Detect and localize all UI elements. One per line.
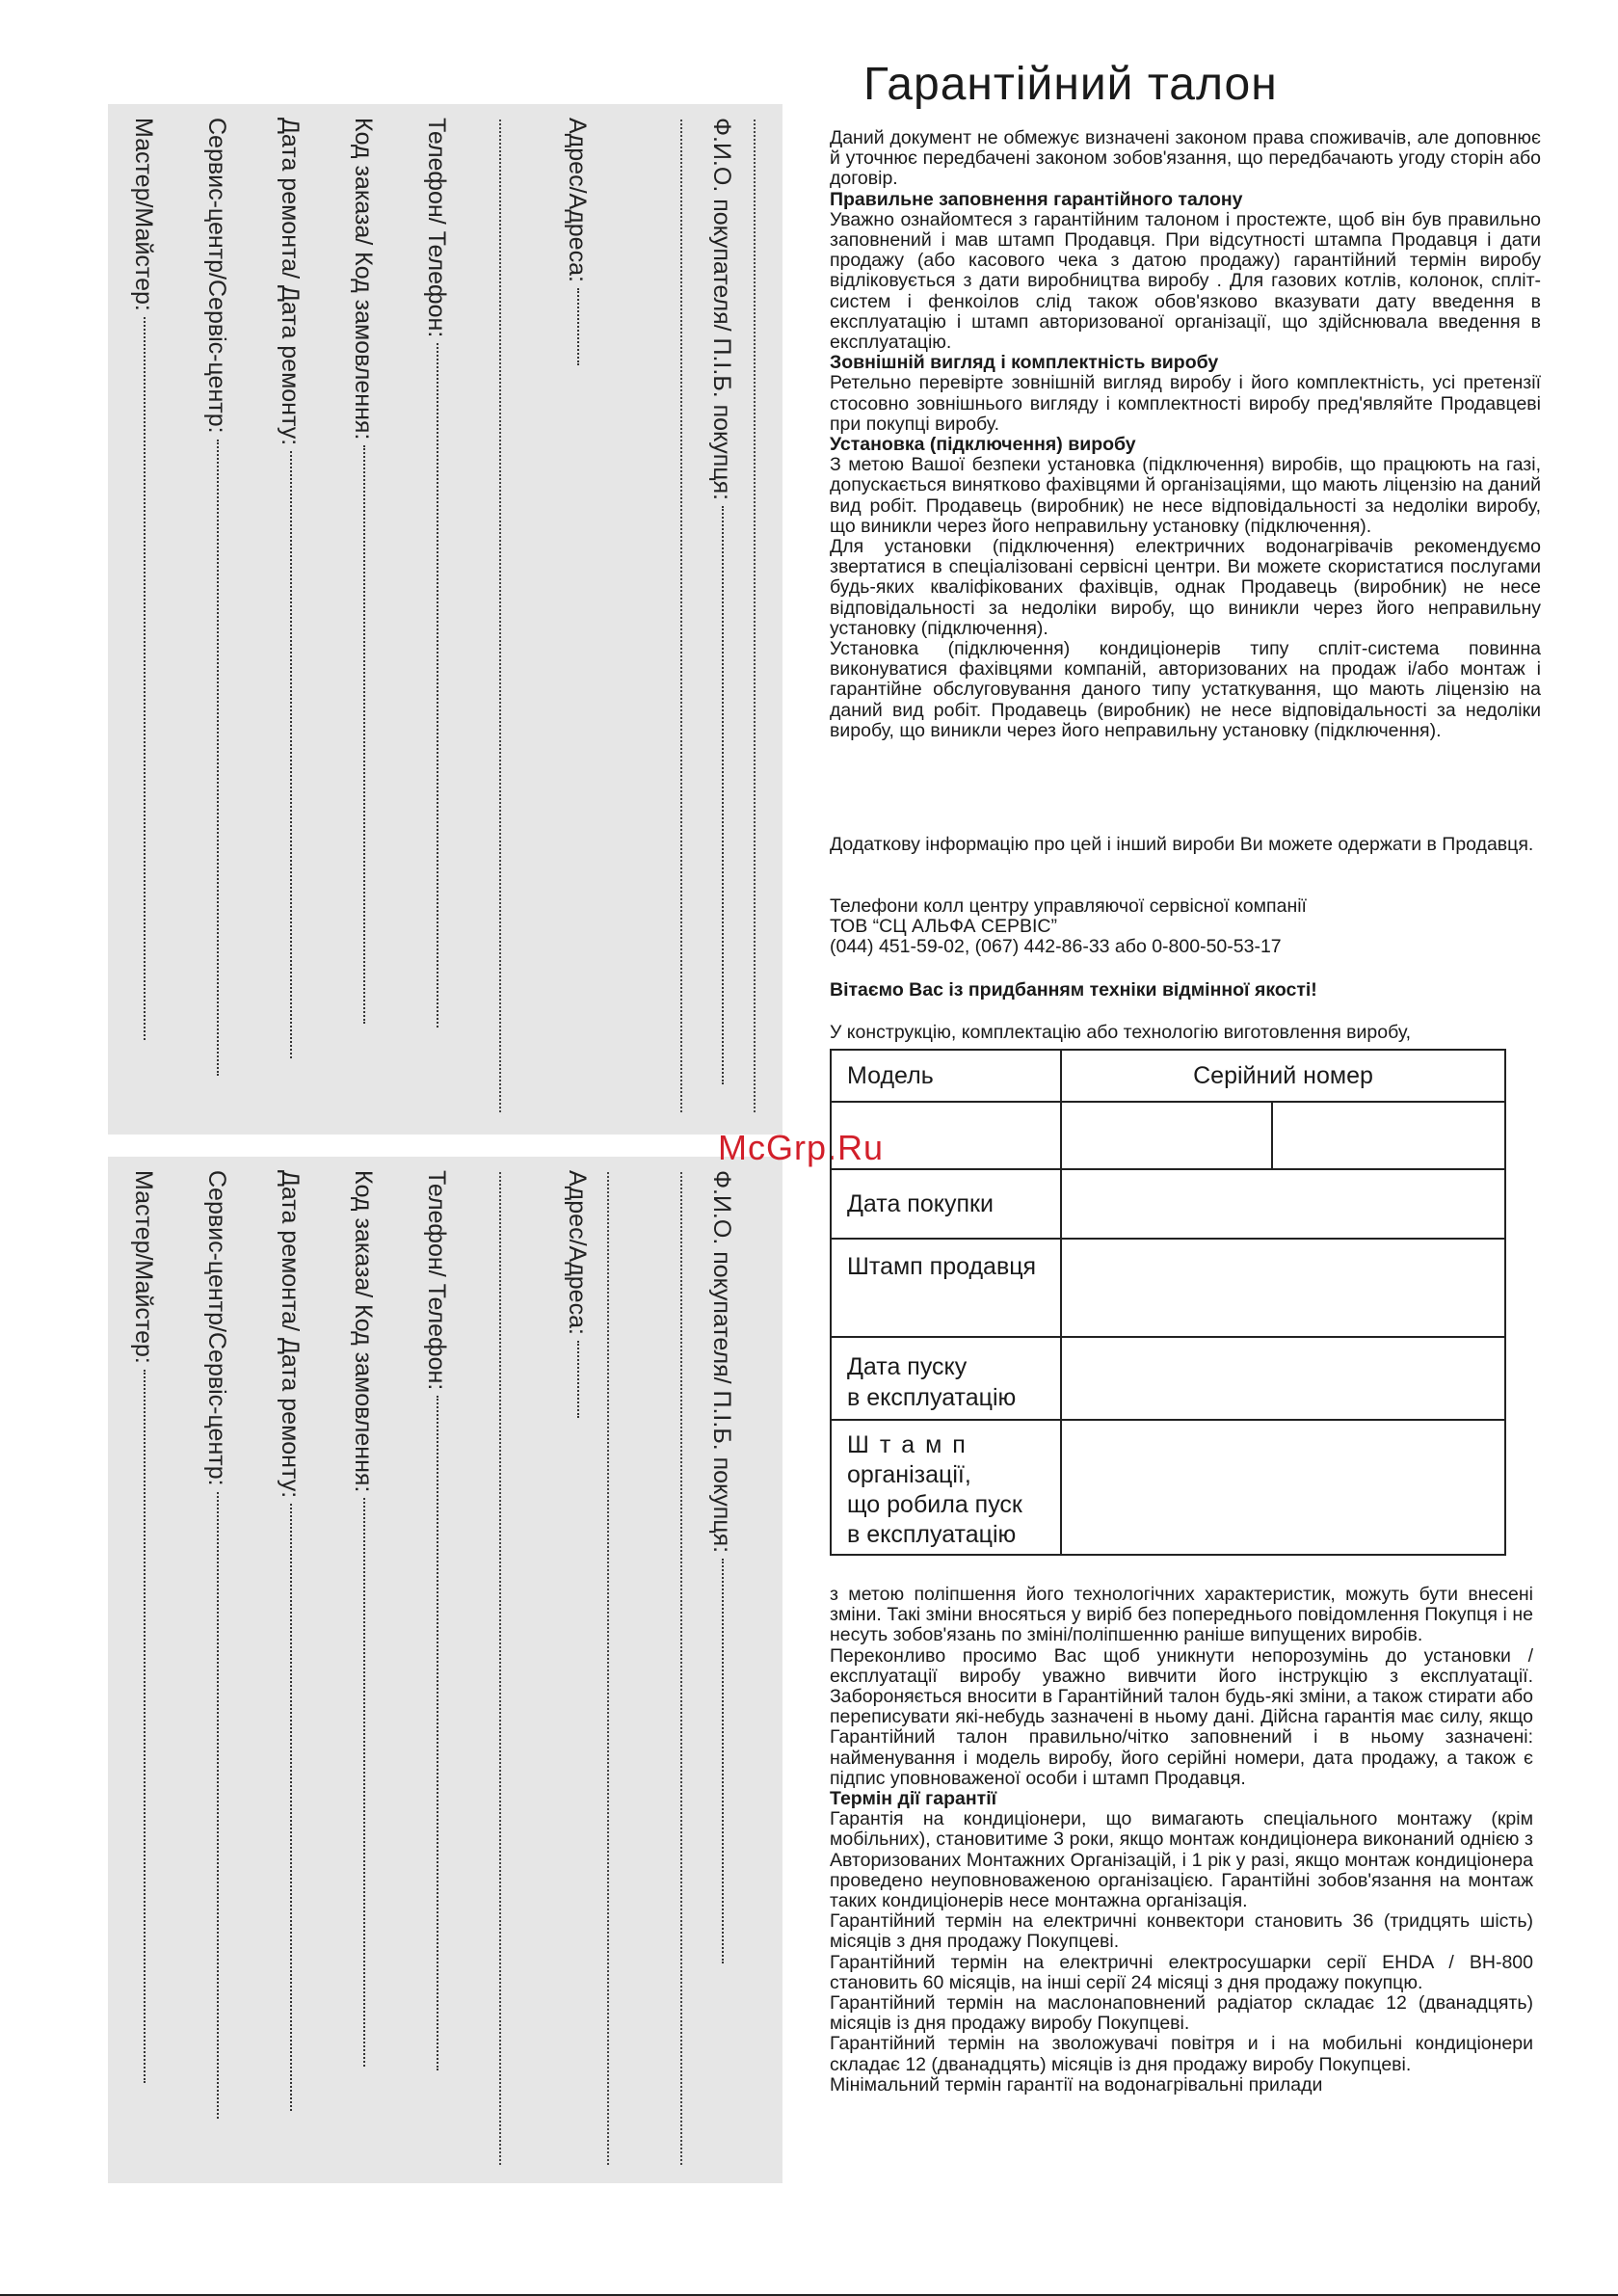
phones-label: Телефони колл центру управляючої сервісної компанії <box>830 895 1307 917</box>
warranty-coupon-top <box>108 104 782 1135</box>
phone-field[interactable]: Телефон/ Телефон: <box>422 1170 451 2070</box>
order-code-field[interactable]: Код заказа/ Код замовлення: <box>349 1170 378 2067</box>
repair-date-field[interactable]: Дата ремонта/ Дата ремонту: <box>276 1170 305 2111</box>
purchase-date-label: Дата покупки <box>831 1169 1061 1239</box>
buyer-name-field[interactable]: Ф.И.О. покупателя/ П.І.Б. покупця: <box>707 1170 736 1963</box>
watermark: McGrp.Ru <box>718 1128 885 1167</box>
dotted-line <box>499 120 501 1112</box>
section-heading: Термін дії гарантії <box>830 1788 997 1810</box>
paragraph: Гарантійний термін на маслонаповнений радіатор складає 12 (дванадцять) місяців із дня продажу виробу Покупцеві. <box>830 1992 1533 2035</box>
phone-numbers: (044) 451-59-02, (067) 442-86-33 або 0-800-50-53-17 <box>830 936 1282 958</box>
lower-text <box>830 1585 1533 2096</box>
model-value[interactable] <box>831 1102 1061 1169</box>
section-heading: Зовнішній вигляд і комплектність виробу <box>830 352 1219 374</box>
dotted-line <box>499 1172 501 2165</box>
greeting: Вітаємо Вас із придбанням техніки відмінної якості! <box>830 979 1317 1001</box>
page-title: Гарантійний талон <box>863 59 1278 110</box>
extra-info: Додаткову інформацію про цей і інший вироби Ви можете одержати в Продавця. <box>830 834 1534 855</box>
paragraph: Гарантійний термін на електричні конвектори становить 36 (тридцять шість) місяців з дня продажу Покупцеві. <box>830 1910 1533 1953</box>
paragraph: Гарантія на кондиціонери, що вимагають спеціального монтажу (крім мобільних), становитиме 3 роки, якщо монтаж кондиціонера виконаний однією з Авторизованих Монтажних Організацій, і 1 рік у разі, якщо монтаж кондиціонера проведено неуповноваженою організацією. Гарантійні зобов'язання на монтаж таких кондиціонерів несе монтажна організація. <box>830 1808 1533 1912</box>
start-date-value[interactable] <box>1061 1337 1505 1420</box>
seller-stamp-value[interactable] <box>1061 1239 1505 1337</box>
model-label: Модель <box>831 1050 1061 1102</box>
buyer-name-field[interactable]: Ф.И.О. покупателя/ П.І.Б. покупця: <box>707 118 736 1084</box>
address-field[interactable]: Адрес/Адреса: <box>563 118 592 365</box>
intro-text <box>830 128 1541 741</box>
paragraph: Даний документ не обмежує визначені законом права споживачів, але доповнює й уточнює передбачені законом зобов'язання, що передбачають угоду сторін або договір. <box>830 127 1541 190</box>
paragraph: Установка (підключення) кондиціонерів типу спліт-система повинна виконуватися фахівцями компаній, авторизованих на продаж і/або монтаж і гарантійне обслуговування даного типу устаткування, що мають ліцензію на даний вид робіт. Продавець (виробник) не несе відповідальності за недоліки виробу, що виникли через його неправильну установку (підключення). <box>830 638 1541 741</box>
construction-text: У конструкцію, комплектацію або технологію виготовлення виробу, <box>830 1022 1412 1043</box>
company-name: ТОВ “СЦ АЛЬФА СЕРВІС” <box>830 916 1057 938</box>
paragraph: Мінімальний термін гарантії на водонагрівальні прилади <box>830 2073 1323 2096</box>
section-heading: Правильне заповнення гарантійного талону <box>830 188 1243 210</box>
serial-value-2[interactable] <box>1272 1102 1505 1169</box>
warranty-coupon-bottom <box>108 1157 782 2183</box>
master-field[interactable]: Мастер/Майстер: <box>129 1170 158 2083</box>
master-field[interactable]: Мастер/Майстер: <box>129 118 158 1040</box>
start-date-label: Дата пуску в експлуатацію <box>831 1337 1061 1420</box>
warranty-table <box>830 1049 1506 1556</box>
paragraph: Гарантійний термін на електричні електросушарки серії EHDA / BH-800 становить 60 місяців, на інші серії 24 місяці з дня продажу покупцю. <box>830 1951 1533 1993</box>
service-center-field[interactable]: Сервис-центр/Сервіс-центр: <box>202 118 231 1076</box>
serial-value-1[interactable] <box>1061 1102 1272 1169</box>
serial-label: Серійний номер <box>1061 1050 1505 1102</box>
seller-stamp-label: Штамп продавця <box>831 1239 1061 1337</box>
phone-field[interactable]: Телефон/ Телефон: <box>422 118 451 1028</box>
paragraph: Переконливо просимо Вас щоб уникнути непорозумінь до установки /експлуатації виробу уважно вивчити його інструкцію з експлуатації. Забороняється вносити в Гарантійний талон будь-які зміни, а також стирати або переписувати які-небудь зазначені в ньому дані. Дійсна гарантія має силу, якщо Гарантійний талон правильно/чітко заповнений і в ньому зазначені: найменування і модель виробу, його серійні номери, дата продажу, а також є підпис уповноваженої особи і штамп Продавця. <box>830 1644 1533 1789</box>
org-stamp-label: Ш т а м п організації, що робила пуск в експлуатацію <box>831 1420 1061 1555</box>
org-stamp-value[interactable] <box>1061 1420 1505 1555</box>
service-center-field[interactable]: Сервис-центр/Сервіс-центр: <box>202 1170 231 2119</box>
dotted-line <box>754 120 756 1112</box>
dotted-line <box>680 1172 682 2165</box>
paragraph: Уважно ознайомтеся з гарантійним талоном і простежте, щоб він був правильно заповнений і мав штамп Продавця. При відсутності штампа Продавця і дати продажу (або касового чека з датою продажу) гарантійний термін виробу відліковується з дати виробництва виробу . Для газових котлів, колонок, спліт-систем і фенкоілов слід також обов'язково вказувати дату введення в експлуатацію і штамп авторизованої організації, що здійснювала введення в експлуатацію. <box>830 208 1541 354</box>
purchase-date-value[interactable] <box>1061 1169 1505 1239</box>
address-field[interactable]: Адрес/Адреса: <box>563 1170 592 1418</box>
section-heading: Установка (підключення) виробу <box>830 434 1136 456</box>
order-code-field[interactable]: Код заказа/ Код замовлення: <box>349 118 378 1024</box>
paragraph: Гарантійний термін на зволожувачі повітря и і на мобильні кондиціонери складає 12 (дванадцять) місяців із дня продажу виробу Покупцеві. <box>830 2033 1533 2075</box>
dotted-line <box>607 1172 609 2165</box>
paragraph: з метою поліпшення його технологічних характеристик, можуть бути внесені зміни. Такі зміни вносяться у виріб без попереднього повідомлення Покупця і не несуть зобов'язань по зміні/поліпшенню раніше випущених виробів. <box>830 1584 1533 1646</box>
contact-info <box>830 896 1543 958</box>
paragraph: Ретельно перевірте зовнішній вигляд виробу і його комплектність, усі претензії стосовно зовнішнього вигляду і комплектності виробу пред'являйте Продавцеві при покупці виробу. <box>830 372 1541 435</box>
repair-date-field[interactable]: Дата ремонта/ Дата ремонту: <box>276 118 305 1058</box>
paragraph: Для установки (підключення) електричних водонагрівачів рекомендуємо звертатися в спеціалізовані сервісні центри. Ви можете скористатися послугами будь-яких кваліфікованих фахівців, однак Продавець (виробник) не несе відповідальності за недоліки виробу, що виникли через його неправильну установку (підключення). <box>830 536 1541 639</box>
dotted-line <box>680 120 682 1112</box>
paragraph: З метою Вашої безпеки установка (підключення) виробів, що працюють на газі, допускається винятково фахівцями й організаціями, що мають ліцензію на даний вид робіт. Продавець (виробник) не несе відповідальності за недоліки виробу, що виникли через його неправильну установку (підключення). <box>830 454 1541 537</box>
